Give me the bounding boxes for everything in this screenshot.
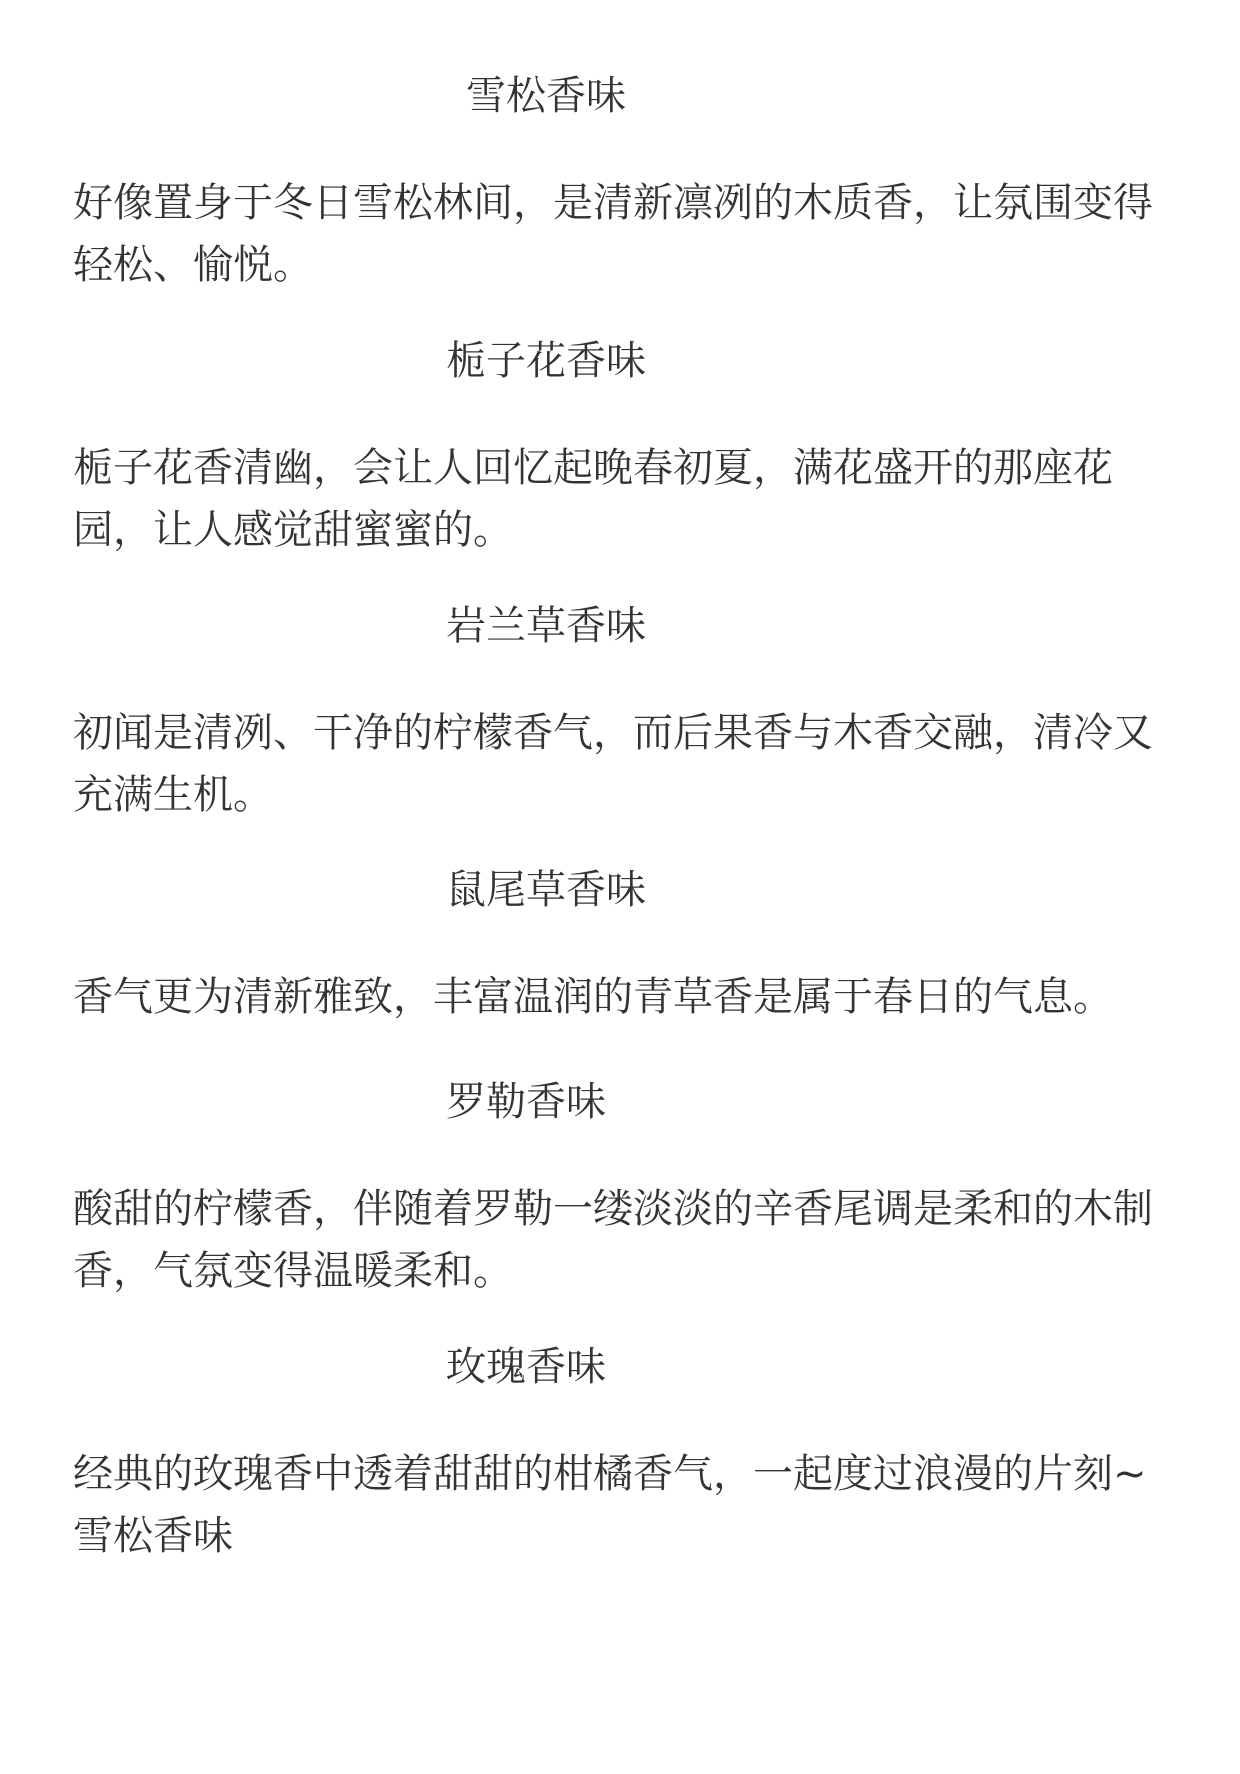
section-body-cedar: 好像置身于冬日雪松林间，是清新凛冽的木质香，让氛围变得轻松、愉悦。 (73, 180, 1153, 288)
section-heading-gardenia: 栀子花香味 (446, 338, 646, 384)
section-body-basil: 酸甜的柠檬香，伴随着罗勒一缕淡淡的辛香尾调是柔和的木制香，气氛变得温暖柔和。 (73, 1186, 1153, 1294)
section-body-vetiver: 初闻是清冽、干净的柠檬香气，而后果香与木香交融，清冷又充满生机。 (73, 710, 1153, 818)
section-body-sage: 香气更为清新雅致，丰富温润的青草香是属于春日的气息。 (73, 974, 1113, 1020)
section-body-rose: 经典的玫瑰香中透着甜甜的柑橘香气，一起度过浪漫的片刻~雪松香味 (73, 1451, 1147, 1559)
section-body-gardenia: 栀子花香清幽，会让人回忆起晚春初夏，满花盛开的那座花园，让人感觉甜蜜蜜的。 (73, 445, 1113, 553)
section-heading-basil: 罗勒香味 (446, 1079, 606, 1125)
section-heading-cedar: 雪松香味 (466, 73, 626, 119)
section-heading-sage: 鼠尾草香味 (446, 867, 646, 913)
section-heading-vetiver: 岩兰草香味 (446, 603, 646, 649)
section-heading-rose: 玫瑰香味 (446, 1344, 606, 1390)
